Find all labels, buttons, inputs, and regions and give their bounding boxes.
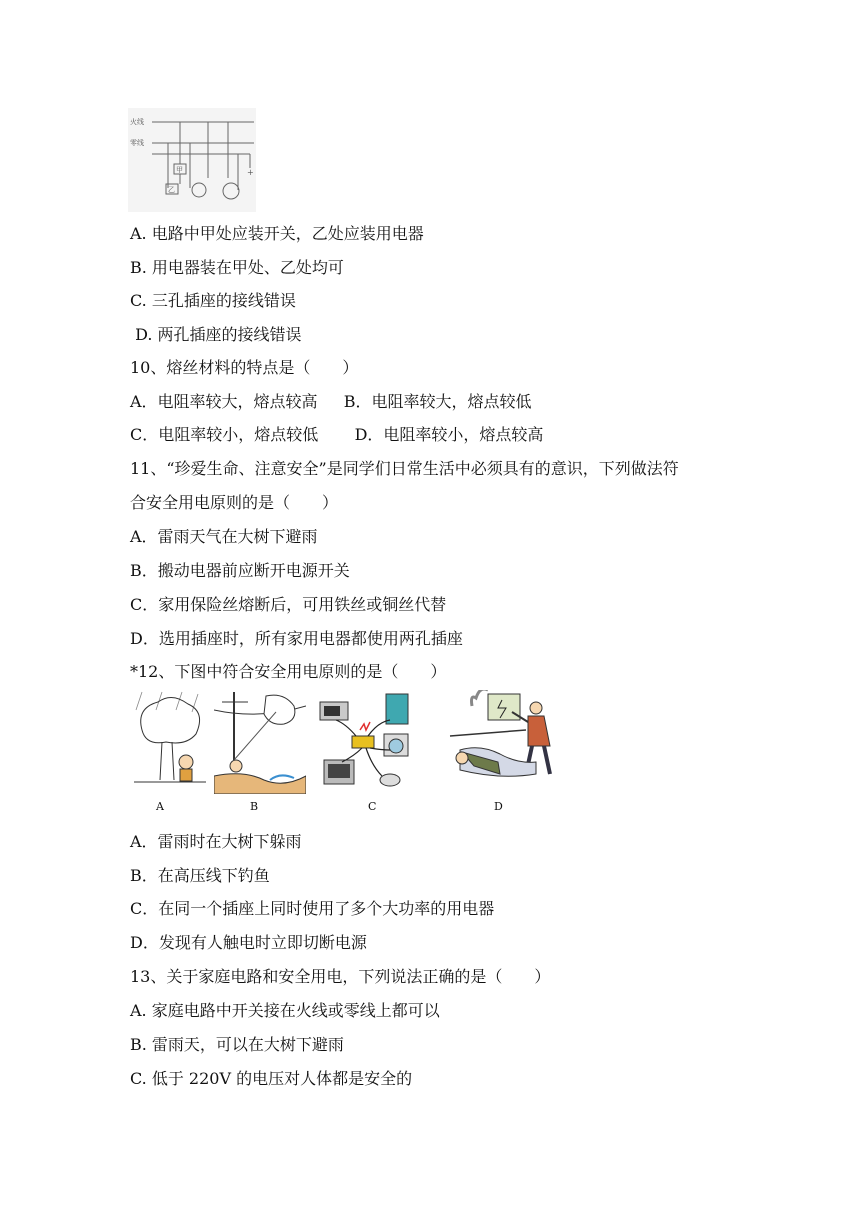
q12-option-c: C．在同一个插座上同时使用了多个大功率的用电器 (130, 899, 495, 918)
caption-a: A (156, 800, 164, 813)
live-wire-label: 火线 (130, 118, 144, 126)
caption-b: B (250, 800, 259, 813)
q9-option-d: D. 两孔插座的接线错误 (130, 325, 302, 344)
q13-stem: 13、关于家庭电路和安全用电，下列说法正确的是（ ） (130, 967, 551, 986)
picture-tree-rain (132, 690, 208, 790)
q10-stem: 10、熔丝材料的特点是（ ） (130, 358, 359, 377)
q13-option-a: A. 家庭电路中开关接在火线或零线上都可以 (130, 1001, 440, 1020)
q12-option-d: D．发现有人触电时立即切断电源 (130, 933, 367, 952)
neutral-wire-label: 零线 (130, 139, 144, 147)
circuit-diagram (128, 108, 256, 212)
q13-option-b: B. 雷雨天，可以在大树下避雨 (130, 1035, 344, 1054)
q12-option-b: B．在高压线下钓鱼 (130, 866, 270, 885)
caption-d: D (494, 800, 503, 813)
picture-overloaded-socket (316, 690, 416, 794)
svg-text:+: + (247, 168, 254, 177)
q9-option-c: C. 三孔插座的接线错误 (130, 291, 296, 310)
box-yi-label: 乙 (168, 186, 175, 194)
q11-option-b: B．搬动电器前应断开电源开关 (130, 561, 350, 580)
picture-fishing-powerline (214, 690, 306, 794)
q11-option-c: C．家用保险丝熔断后，可用铁丝或铜丝代替 (130, 595, 447, 614)
q12-option-a: A．雷雨时在大树下躲雨 (130, 832, 302, 851)
q11-stem-line1: 11、“珍爱生命、注意安全”是同学们日常生活中必须具有的意识，下列做法符 (130, 459, 679, 478)
q11-stem-line2: 合安全用电原则的是（ ） (130, 493, 339, 512)
q10-options-row2: C．电阻率较小，熔点较低 D．电阻率较小，熔点较高 (130, 425, 544, 444)
picture-rescue-cut-power (440, 690, 570, 794)
q13-option-c: C. 低于 220V 的电压对人体都是安全的 (130, 1069, 413, 1088)
q12-figure-row (128, 690, 578, 813)
caption-c: C (368, 800, 377, 813)
q9-option-a: A. 电路中甲处应装开关，乙处应装用电器 (130, 224, 424, 243)
q11-option-d: D．选用插座时，所有家用电器都使用两孔插座 (130, 629, 463, 648)
box-jia-label: 甲 (176, 166, 183, 174)
q12-stem: *12、下图中符合安全用电原则的是（ ） (130, 662, 447, 681)
q10-options-row1: A．电阻率较大，熔点较高 B．电阻率较大，熔点较低 (130, 392, 532, 411)
q9-option-b: B. 用电器装在甲处、乙处均可 (130, 258, 344, 277)
q11-option-a: A．雷雨天气在大树下避雨 (130, 527, 318, 546)
